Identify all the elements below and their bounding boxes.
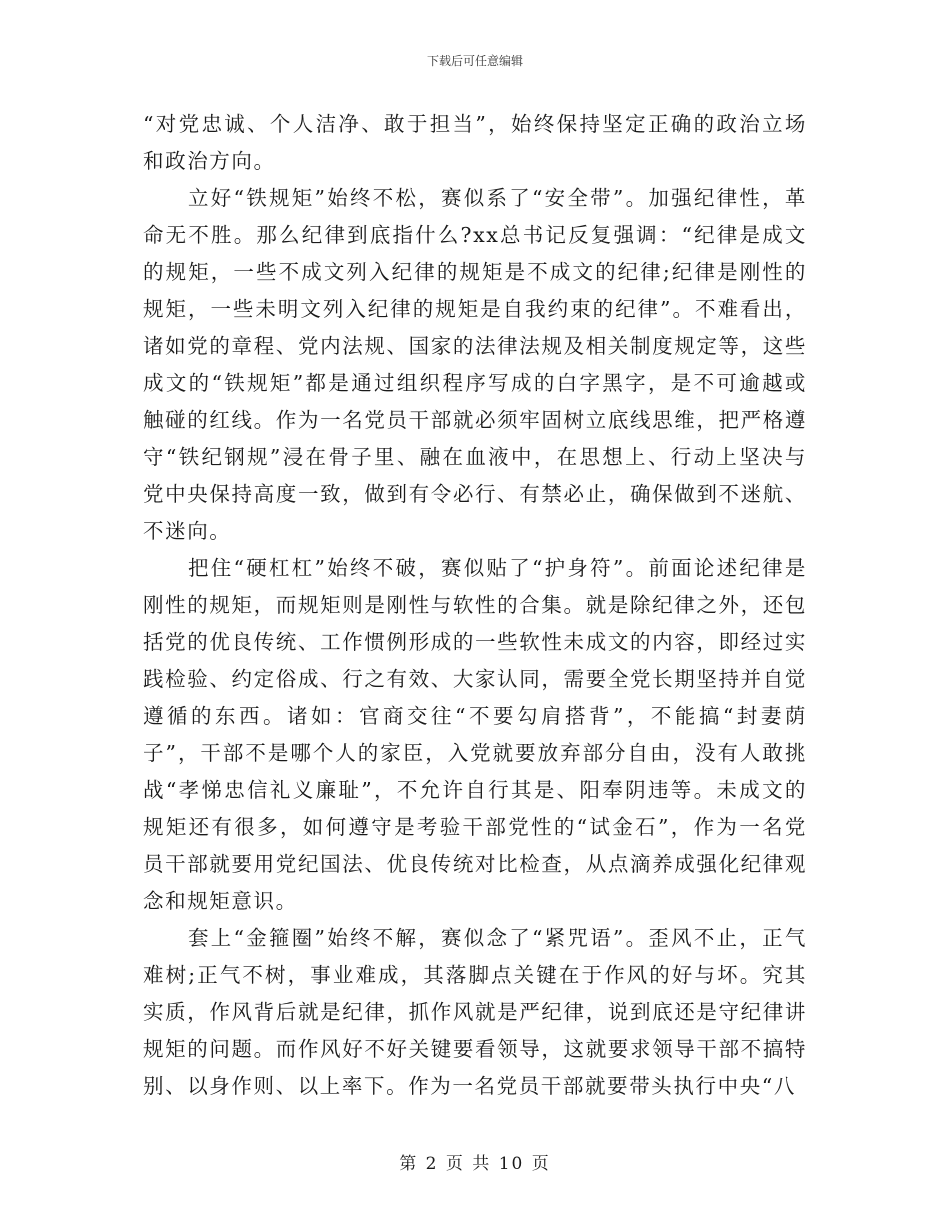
paragraph-1: “对党忠诚、个人洁净、敢于担当”，始终保持坚定正确的政治立场和政治方向。 bbox=[143, 112, 807, 173]
paragraph-2: 立好“铁规矩”始终不松，赛似系了“安全带”。加强纪律性，革命无不胜。那么纪律到底指什么?xx总书记反复强调：“纪律是成文的规矩，一些不成文列入纪律的规矩是不成文的纪律;纪律是刚性的规矩，一些未明文列入纪律的规矩是自我约束的纪律”。不难看出，诸如党的章程、党内法规、国家的法律法规及相关制度规定等，这些成文的“铁规矩”都是通过组织程序写成的白字黑字，是不可逾越或触碰的红线。作为一名党员干部就必须牢固树立底线思维，把严格遵守“铁纪钢规”浸在骨子里、融在血液中，在思想上、行动上坚决与党中央保持高度一致，做到有令必行、有禁必止，确保做到不迷航、不迷向。 bbox=[143, 186, 807, 543]
page-header: 下载后可任意编辑 bbox=[426, 54, 523, 68]
document-body bbox=[143, 106, 807, 1105]
paragraph-4: 套上“金箍圈”始终不解，赛似念了“紧咒语”。歪风不止，正气难树;正气不树，事业难成，其落脚点关键在于作风的好与坏。究其实质，作风背后就是纪律，抓作风就是严纪律，说到底还是守纪律讲规矩的问题。而作风好不好关键要看领导，这就要求领导干部不搞特别、以身作则、以上率下。作为一名党员干部就要带头执行中央“八 bbox=[143, 926, 807, 1098]
paragraph-3: 把住“硬杠杠”始终不破，赛似贴了“护身符”。前面论述纪律是刚性的规矩，而规矩则是刚性与软性的合集。就是除纪律之外，还包括党的优良传统、工作惯例形成的一些软性未成文的内容，即经过实践检验、约定俗成、行之有效、大家认同，需要全党长期坚持并自觉遵循的东西。诸如：官商交往“不要勾肩搭背”，不能搞“封妻荫子”，干部不是哪个人的家臣，入党就要放弃部分自由，没有人敢挑战“孝悌忠信礼义廉耻”，不允许自行其是、阳奉阴违等。未成文的规矩还有很多，如何遵守是考验干部党性的“试金石”，作为一名党员干部就要用党纪国法、优良传统对比检查，从点滴养成强化纪律观念和规矩意识。 bbox=[143, 556, 807, 913]
page-number-footer: 第 2 页 共 10 页 bbox=[399, 1154, 551, 1174]
